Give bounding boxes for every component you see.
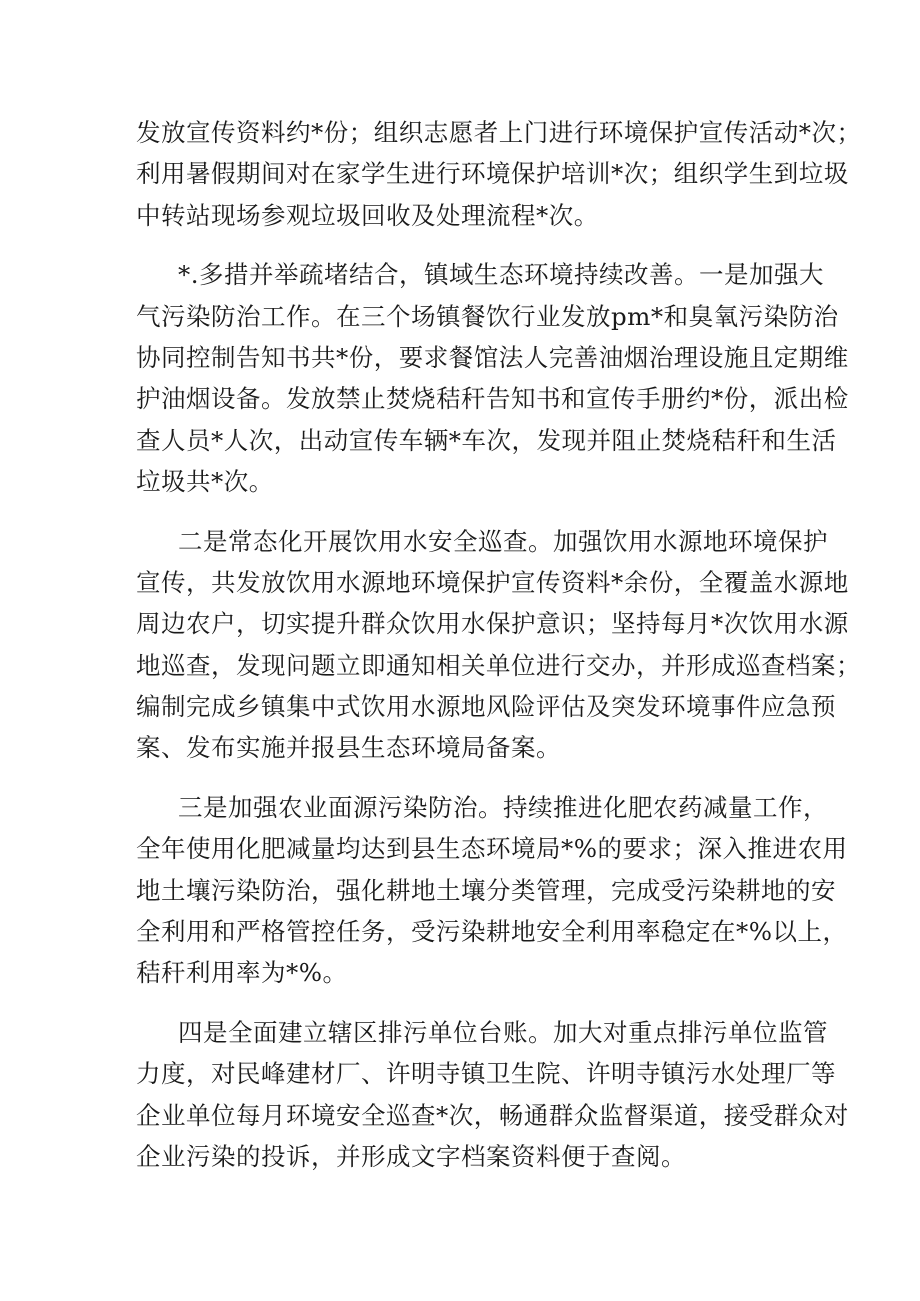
text-line: 发放宣传资料约*份；组织志愿者上门进行环境保护宣传活动*次； (136, 118, 862, 147)
text-line: 四是全面建立辖区排污单位台账。加大对重点排污单位监管 (178, 1017, 828, 1047)
text-line: 利用暑假期间对在家学生进行环境保护培训*次；组织学生到垃圾 (136, 159, 849, 189)
paragraph-5 (136, 1012, 849, 1178)
text-line: 二是常态化开展饮用水安全巡查。加强饮用水源地环境保护 (178, 526, 828, 556)
paragraph-4 (136, 787, 848, 994)
text-line: 宣传，共发放饮用水源地环境保护宣传资料*余份，全覆盖水源地 (136, 567, 849, 597)
text-line: 企业单位每月环境安全巡查*次，畅通群众监督渠道，接受群众对 (136, 1100, 849, 1130)
paragraph-2 (136, 254, 849, 502)
text-line: *.多措并举疏堵结合，镇域生态环境持续改善。一是加强大 (178, 260, 825, 290)
text-line: 全年使用化肥减量均达到县生态环境局*%的要求；深入推进农用 (136, 834, 848, 864)
paragraph-spacer (136, 236, 790, 254)
document-body (136, 112, 862, 1177)
text-line: 案、发布实施并报县生态环境局备案。 (136, 733, 561, 763)
text-line: 秸秆利用率为*%。 (136, 958, 348, 988)
text-line: 协同控制告知书共*份，要求餐馆法人完善油烟治理设施且定期维 (136, 342, 849, 372)
text-line: 中转站现场参观垃圾回收及处理流程*次。 (136, 200, 599, 230)
paragraph-spacer (136, 503, 790, 521)
text-line: 三是加强农业面源污染防治。持续推进化肥农药减量工作， (178, 792, 828, 822)
text-line: 周边农户，切实提升群众饮用水保护意识；坚持每月*次饮用水源 (136, 609, 849, 639)
text-line: 全利用和严格管控任务，受污染耕地安全利用率稳定在*%以上， (136, 917, 848, 947)
text-line: 企业污染的投诉，并形成文字档案资料便于查阅。 (136, 1141, 686, 1171)
text-line: 护油烟设备。发放禁止焚烧秸秆告知书和宣传手册约*份，派出检 (136, 384, 849, 414)
paragraph-1 (136, 112, 862, 236)
paragraph-spacer (136, 769, 790, 787)
text-line: 地土壤污染防治，强化耕地土壤分类管理，完成受污染耕地的安 (136, 875, 836, 905)
text-line: 力度，对民峰建材厂、许明寺镇卫生院、许明寺镇污水处理厂等 (136, 1059, 836, 1089)
text-line: 气污染防治工作。在三个场镇餐饮行业发放pm*和臭氧污染防治 (136, 301, 839, 331)
text-line: 编制完成乡镇集中式饮用水源地风险评估及突发环境事件应急预 (136, 692, 836, 722)
text-line: 垃圾共*次。 (136, 467, 274, 497)
text-line: 查人员*人次，出动宣传车辆*车次，发现并阻止焚烧秸秆和生活 (136, 425, 837, 455)
text-line: 地巡查，发现问题立即通知相关单位进行交办，并形成巡查档案； (136, 650, 861, 680)
paragraph-3 (136, 521, 861, 769)
paragraph-spacer (136, 994, 790, 1012)
